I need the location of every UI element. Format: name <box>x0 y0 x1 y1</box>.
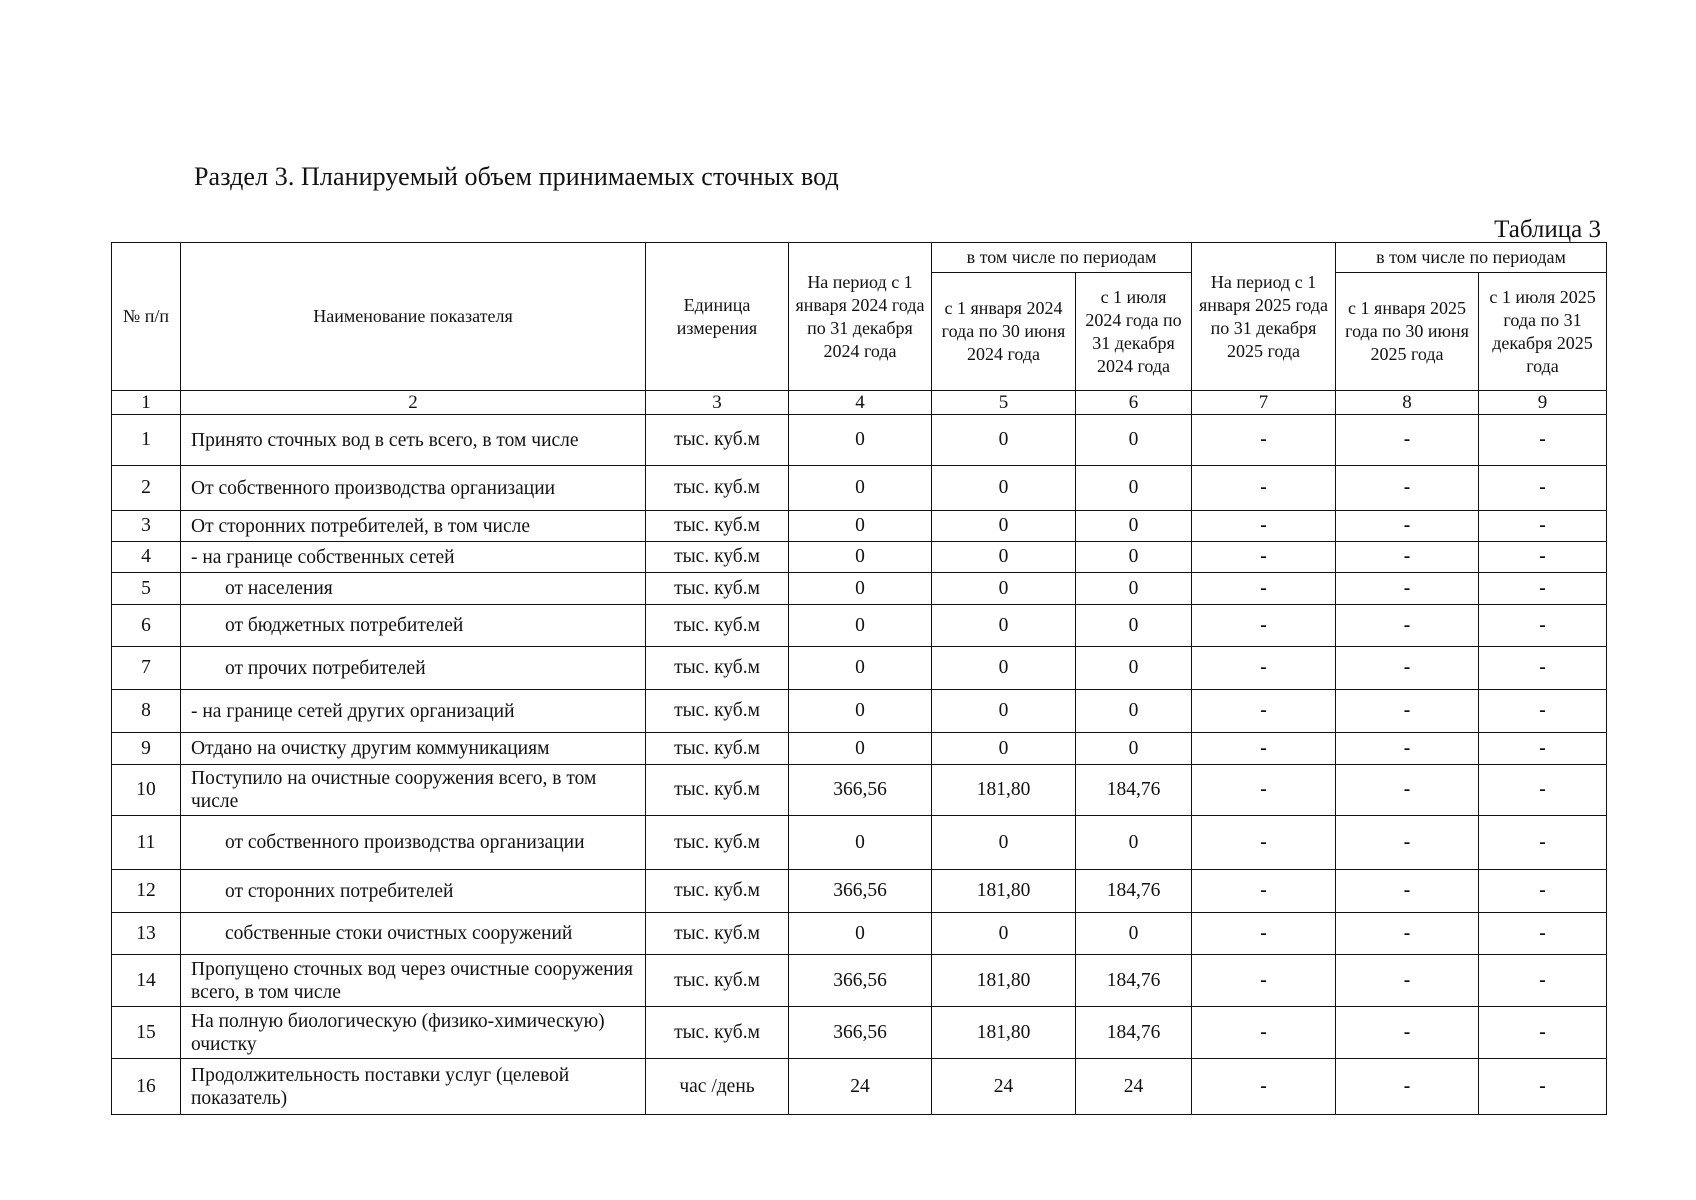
value-2025-h1: - <box>1336 647 1479 690</box>
value-2024-total: 0 <box>789 573 932 605</box>
value-2025-h1: - <box>1336 1007 1479 1059</box>
value-2024-h2: 0 <box>1076 573 1192 605</box>
value-2025-total: - <box>1192 542 1336 573</box>
value-2024-h2: 0 <box>1076 816 1192 870</box>
header-period-2024: На период с 1 января 2024 года по 31 декабря 2024 года <box>789 243 932 391</box>
value-2024-h2: 184,76 <box>1076 765 1192 816</box>
value-2025-h2: - <box>1479 913 1607 955</box>
indicator-name: Принято сточных вод в сеть всего, в том числе <box>181 415 646 466</box>
value-2024-h2: 0 <box>1076 511 1192 542</box>
header-incl-periods-2024: в том числе по периодам <box>932 243 1192 273</box>
value-2024-h1: 0 <box>932 573 1076 605</box>
row-number: 1 <box>112 415 181 466</box>
value-2024-h1: 181,80 <box>932 1007 1076 1059</box>
indicator-name: собственные стоки очистных сооружений <box>181 913 646 955</box>
value-2024-total: 366,56 <box>789 765 932 816</box>
table-row <box>112 415 1607 466</box>
header-unit: Единица измерения <box>646 243 789 391</box>
value-2025-h2: - <box>1479 466 1607 511</box>
unit-cell: тыс. куб.м <box>646 415 789 466</box>
row-number: 15 <box>112 1007 181 1059</box>
table-row <box>112 511 1607 542</box>
unit-cell: тыс. куб.м <box>646 816 789 870</box>
value-2025-h1: - <box>1336 466 1479 511</box>
value-2024-h2: 0 <box>1076 647 1192 690</box>
unit-cell: тыс. куб.м <box>646 765 789 816</box>
section-title: Раздел 3. Планируемый объем принимаемых сточных вод <box>194 162 839 191</box>
indicator-name: На полную биологическую (физико-химическую) очистку <box>181 1007 646 1059</box>
unit-cell: тыс. куб.м <box>646 511 789 542</box>
value-2024-h1: 181,80 <box>932 765 1076 816</box>
table-row <box>112 647 1607 690</box>
value-2025-h1: - <box>1336 816 1479 870</box>
row-number: 9 <box>112 733 181 765</box>
value-2024-h2: 184,76 <box>1076 1007 1192 1059</box>
value-2025-h2: - <box>1479 870 1607 913</box>
column-number: 1 <box>112 391 181 415</box>
value-2025-total: - <box>1192 415 1336 466</box>
value-2024-h1: 0 <box>932 415 1076 466</box>
table-row <box>112 605 1607 647</box>
value-2025-h2: - <box>1479 511 1607 542</box>
value-2024-h1: 181,80 <box>932 955 1076 1007</box>
unit-cell: тыс. куб.м <box>646 542 789 573</box>
value-2025-total: - <box>1192 605 1336 647</box>
indicator-name: - на границе сетей других организаций <box>181 690 646 733</box>
value-2025-h1: - <box>1336 511 1479 542</box>
column-number: 9 <box>1479 391 1607 415</box>
column-number: 7 <box>1192 391 1336 415</box>
row-number: 16 <box>112 1059 181 1115</box>
row-number: 12 <box>112 870 181 913</box>
table-row <box>112 542 1607 573</box>
value-2025-total: - <box>1192 466 1336 511</box>
value-2024-h2: 0 <box>1076 415 1192 466</box>
value-2024-h1: 0 <box>932 466 1076 511</box>
column-number: 8 <box>1336 391 1479 415</box>
value-2025-h1: - <box>1336 605 1479 647</box>
value-2024-total: 0 <box>789 466 932 511</box>
value-2024-h1: 0 <box>932 913 1076 955</box>
header-num: № п/п <box>112 243 181 391</box>
value-2024-total: 0 <box>789 415 932 466</box>
header-h1-2025: с 1 января 2025 года по 30 июня 2025 года <box>1336 273 1479 391</box>
header-name: Наименование показателя <box>181 243 646 391</box>
value-2024-h2: 184,76 <box>1076 870 1192 913</box>
value-2025-h1: - <box>1336 765 1479 816</box>
value-2025-h2: - <box>1479 955 1607 1007</box>
value-2024-total: 0 <box>789 511 932 542</box>
value-2024-total: 366,56 <box>789 870 932 913</box>
indicator-name: Пропущено сточных вод через очистные сооружения всего, в том числе <box>181 955 646 1007</box>
value-2025-total: - <box>1192 647 1336 690</box>
unit-cell: тыс. куб.м <box>646 573 789 605</box>
header-h2-2024: с 1 июля 2024 года по 31 декабря 2024 года <box>1076 273 1192 391</box>
value-2024-total: 0 <box>789 647 932 690</box>
indicator-name: от прочих потребителей <box>181 647 646 690</box>
value-2025-h1: - <box>1336 733 1479 765</box>
row-number: 11 <box>112 816 181 870</box>
value-2025-total: - <box>1192 690 1336 733</box>
unit-cell: тыс. куб.м <box>646 1007 789 1059</box>
value-2024-total: 366,56 <box>789 955 932 1007</box>
unit-cell: час /день <box>646 1059 789 1115</box>
table-row <box>112 913 1607 955</box>
unit-cell: тыс. куб.м <box>646 647 789 690</box>
value-2025-h2: - <box>1479 816 1607 870</box>
value-2025-total: - <box>1192 816 1336 870</box>
header-h2-2025: с 1 июля 2025 года по 31 декабря 2025 года <box>1479 273 1607 391</box>
value-2024-h1: 0 <box>932 690 1076 733</box>
value-2025-h2: - <box>1479 765 1607 816</box>
value-2025-h2: - <box>1479 1059 1607 1115</box>
indicator-name: От собственного производства организации <box>181 466 646 511</box>
table-label: Таблица 3 <box>1494 216 1601 243</box>
table-row <box>112 573 1607 605</box>
value-2025-h1: - <box>1336 415 1479 466</box>
column-number: 4 <box>789 391 932 415</box>
value-2025-total: - <box>1192 733 1336 765</box>
value-2025-h2: - <box>1479 647 1607 690</box>
value-2025-total: - <box>1192 913 1336 955</box>
value-2025-h2: - <box>1479 690 1607 733</box>
indicator-name: от сторонних потребителей <box>181 870 646 913</box>
table-row <box>112 870 1607 913</box>
value-2025-h1: - <box>1336 913 1479 955</box>
row-number: 14 <box>112 955 181 1007</box>
value-2024-h2: 184,76 <box>1076 955 1192 1007</box>
unit-cell: тыс. куб.м <box>646 733 789 765</box>
value-2024-h1: 0 <box>932 816 1076 870</box>
value-2025-h1: - <box>1336 955 1479 1007</box>
row-number: 2 <box>112 466 181 511</box>
column-number: 2 <box>181 391 646 415</box>
value-2025-total: - <box>1192 1059 1336 1115</box>
value-2025-h2: - <box>1479 573 1607 605</box>
row-number: 8 <box>112 690 181 733</box>
indicator-name: От сторонних потребителей, в том числе <box>181 511 646 542</box>
value-2024-total: 24 <box>789 1059 932 1115</box>
value-2024-total: 0 <box>789 690 932 733</box>
header-incl-periods-2025: в том числе по периодам <box>1336 243 1607 273</box>
value-2024-h2: 0 <box>1076 690 1192 733</box>
value-2024-total: 0 <box>789 542 932 573</box>
value-2025-h1: - <box>1336 1059 1479 1115</box>
value-2024-h2: 0 <box>1076 733 1192 765</box>
unit-cell: тыс. куб.м <box>646 955 789 1007</box>
row-number: 6 <box>112 605 181 647</box>
unit-cell: тыс. куб.м <box>646 605 789 647</box>
header-h1-2024: с 1 января 2024 года по 30 июня 2024 года <box>932 273 1076 391</box>
value-2025-h2: - <box>1479 415 1607 466</box>
row-number: 3 <box>112 511 181 542</box>
unit-cell: тыс. куб.м <box>646 690 789 733</box>
table-row <box>112 765 1607 816</box>
header-period-2025: На период с 1 января 2025 года по 31 декабря 2025 года <box>1192 243 1336 391</box>
unit-cell: тыс. куб.м <box>646 870 789 913</box>
value-2024-h1: 181,80 <box>932 870 1076 913</box>
value-2024-total: 0 <box>789 816 932 870</box>
value-2025-total: - <box>1192 765 1336 816</box>
row-number: 5 <box>112 573 181 605</box>
value-2024-h2: 0 <box>1076 913 1192 955</box>
value-2025-total: - <box>1192 870 1336 913</box>
table-row <box>112 1007 1607 1059</box>
column-number: 6 <box>1076 391 1192 415</box>
value-2024-h2: 0 <box>1076 466 1192 511</box>
unit-cell: тыс. куб.м <box>646 466 789 511</box>
value-2025-h2: - <box>1479 733 1607 765</box>
value-2024-h1: 0 <box>932 647 1076 690</box>
row-number: 7 <box>112 647 181 690</box>
value-2024-h1: 24 <box>932 1059 1076 1115</box>
value-2024-h1: 0 <box>932 542 1076 573</box>
value-2025-h1: - <box>1336 690 1479 733</box>
value-2024-total: 366,56 <box>789 1007 932 1059</box>
indicator-name: от населения <box>181 573 646 605</box>
value-2025-total: - <box>1192 1007 1336 1059</box>
table-row <box>112 1059 1607 1115</box>
value-2024-h1: 0 <box>932 733 1076 765</box>
indicator-name: Продолжительность поставки услуг (целевой показатель) <box>181 1059 646 1115</box>
wastewater-volume-table <box>111 242 1607 1115</box>
table-row <box>112 816 1607 870</box>
value-2025-h2: - <box>1479 605 1607 647</box>
indicator-name: - на границе собственных сетей <box>181 542 646 573</box>
value-2024-h2: 0 <box>1076 542 1192 573</box>
value-2025-total: - <box>1192 573 1336 605</box>
value-2024-h2: 24 <box>1076 1059 1192 1115</box>
value-2025-total: - <box>1192 511 1336 542</box>
indicator-name: Отдано на очистку другим коммуникациям <box>181 733 646 765</box>
value-2025-h1: - <box>1336 542 1479 573</box>
table-row <box>112 690 1607 733</box>
value-2024-total: 0 <box>789 913 932 955</box>
column-number: 3 <box>646 391 789 415</box>
row-number: 10 <box>112 765 181 816</box>
column-number: 5 <box>932 391 1076 415</box>
table-row <box>112 466 1607 511</box>
table-row <box>112 955 1607 1007</box>
indicator-name: от бюджетных потребителей <box>181 605 646 647</box>
value-2024-h1: 0 <box>932 605 1076 647</box>
indicator-name: от собственного производства организации <box>181 816 646 870</box>
value-2025-total: - <box>1192 955 1336 1007</box>
value-2025-h1: - <box>1336 870 1479 913</box>
indicator-name: Поступило на очистные сооружения всего, в том числе <box>181 765 646 816</box>
table-row <box>112 733 1607 765</box>
value-2024-total: 0 <box>789 605 932 647</box>
value-2025-h2: - <box>1479 542 1607 573</box>
row-number: 4 <box>112 542 181 573</box>
value-2024-h1: 0 <box>932 511 1076 542</box>
value-2024-h2: 0 <box>1076 605 1192 647</box>
value-2025-h1: - <box>1336 573 1479 605</box>
unit-cell: тыс. куб.м <box>646 913 789 955</box>
row-number: 13 <box>112 913 181 955</box>
value-2024-total: 0 <box>789 733 932 765</box>
value-2025-h2: - <box>1479 1007 1607 1059</box>
